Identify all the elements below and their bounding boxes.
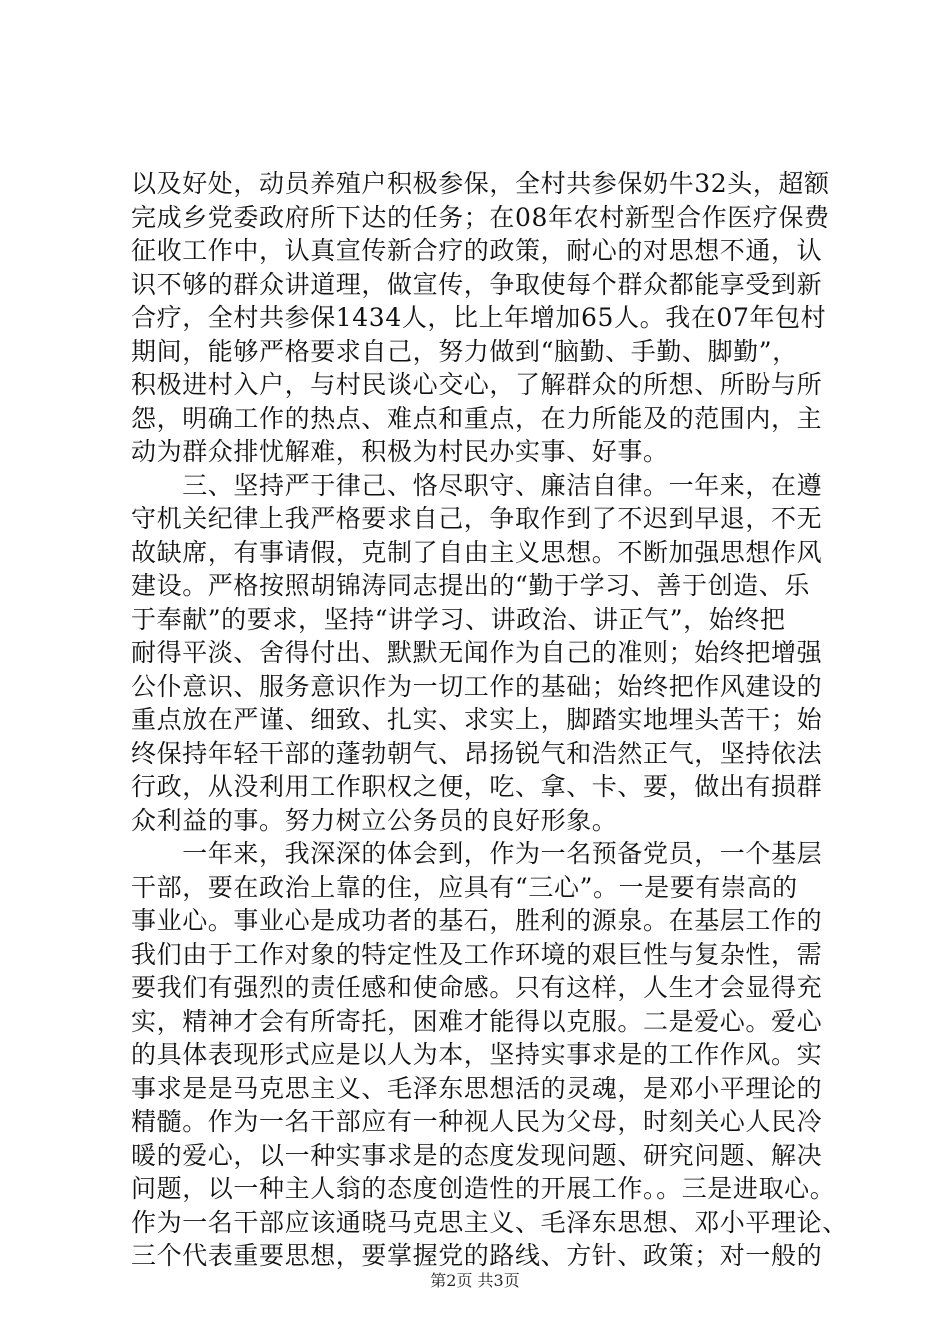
text-line-15: 耐得平淡、舍得付出、默默无闻作为自己的准则；始终把增强	[131, 638, 823, 667]
text-line-2: 完成乡党委政府所下达的任务；在08年农村新型合作医疗保费	[131, 202, 830, 232]
text-line-1: 以及好处，动员养殖户积极参保，全村共参保奶牛32头，超额	[131, 169, 830, 198]
text-line-10: 三、坚持严于律己、恪尽职守、廉洁自律。一年来，在遵	[131, 470, 823, 500]
text-line-29: 精髓。作为一名干部应有一种视人民为父母，时刻关心人民冷	[131, 1107, 823, 1136]
text-line-27: 的具体表现形式应是以人为本，坚持实事求是的工作作风。实	[131, 1040, 823, 1069]
text-line-9: 动为群众排忧解难，积极为村民办实事、好事。	[131, 437, 669, 466]
text-line-24: 我们由于工作对象的特定性及工作环境的艰巨性与复杂性，需	[131, 939, 823, 969]
text-line-6: 期间，能够严格要求自己，努力做到“脑勤、手勤、脚勤”，	[131, 336, 798, 366]
text-line-32: 作为一名干部应该通晓马克思主义、毛泽东思想、邓小平理论、	[131, 1207, 848, 1237]
page-footer: 第2页 共3页	[430, 1271, 520, 1290]
text-line-28: 事求是是马克思主义、毛泽东思想活的灵魂，是邓小平理论的	[131, 1073, 823, 1103]
text-line-7: 积极进村入户，与村民谈心交心，了解群众的所想、所盼与所	[131, 370, 823, 399]
text-line-26: 实，精神才会有所寄托，困难才能得以克服。二是爱心。爱心	[131, 1006, 823, 1036]
text-line-25: 要我们有强烈的责任感和使命感。只有这样，人生才会显得充	[131, 973, 823, 1002]
text-line-31: 问题，以一种主人翁的态度创造性的开展工作。。三是进取心。	[131, 1174, 836, 1203]
text-line-12: 故缺席，有事请假，克制了自由主义思想。不断加强思想作风	[131, 537, 823, 567]
text-line-8: 怨，明确工作的热点、难点和重点，在力所能及的范围内，主	[131, 403, 823, 433]
text-line-33: 三个代表重要思想，要掌握党的路线、方针、政策；对一般的	[131, 1241, 823, 1270]
text-line-13: 建设。严格按照胡锦涛同志提出的“勤于学习、善于创造、乐	[131, 571, 810, 600]
text-line-22: 干部，要在政治上靠的住，应具有“三心”。一是要有崇高的	[131, 872, 798, 902]
text-line-18: 终保持年轻干部的蓬勃朝气、昂扬锐气和浩然正气，坚持依法	[131, 738, 823, 768]
text-line-14: 于奉献”的要求，坚持“讲学习、讲政治、讲正气”，始终把	[131, 604, 786, 634]
text-line-20: 众利益的事。努力树立公务员的良好形象。	[131, 805, 618, 835]
text-line-23: 事业心。事业心是成功者的基石，胜利的源泉。在基层工作的	[131, 906, 823, 935]
text-line-21: 一年来，我深深的体会到，作为一名预备党员，一个基层	[131, 839, 823, 868]
text-line-19: 行政，从没利用工作职权之便，吃、拿、卡、要，做出有损群	[131, 772, 823, 801]
text-line-4: 识不够的群众讲道理，做宣传，争取使每个群众都能享受到新	[131, 269, 823, 299]
text-line-11: 守机关纪律上我严格要求自己，争取作到了不迟到早退，不无	[131, 504, 823, 533]
text-line-5: 合疗，全村共参保1434人，比上年增加65人。我在07年包村	[131, 303, 827, 332]
text-line-16: 公仆意识、服务意识作为一切工作的基础；始终把作风建设的	[131, 671, 823, 701]
body-text	[131, 167, 848, 1273]
text-line-3: 征收工作中，认真宣传新合疗的政策，耐心的对思想不通，认	[131, 236, 823, 265]
text-line-30: 暖的爱心，以一种实事求是的态度发现问题、研究问题、解决	[131, 1140, 823, 1170]
text-line-17: 重点放在严谨、细致、扎实、求实上，脚踏实地埋头苦干；始	[131, 705, 823, 734]
